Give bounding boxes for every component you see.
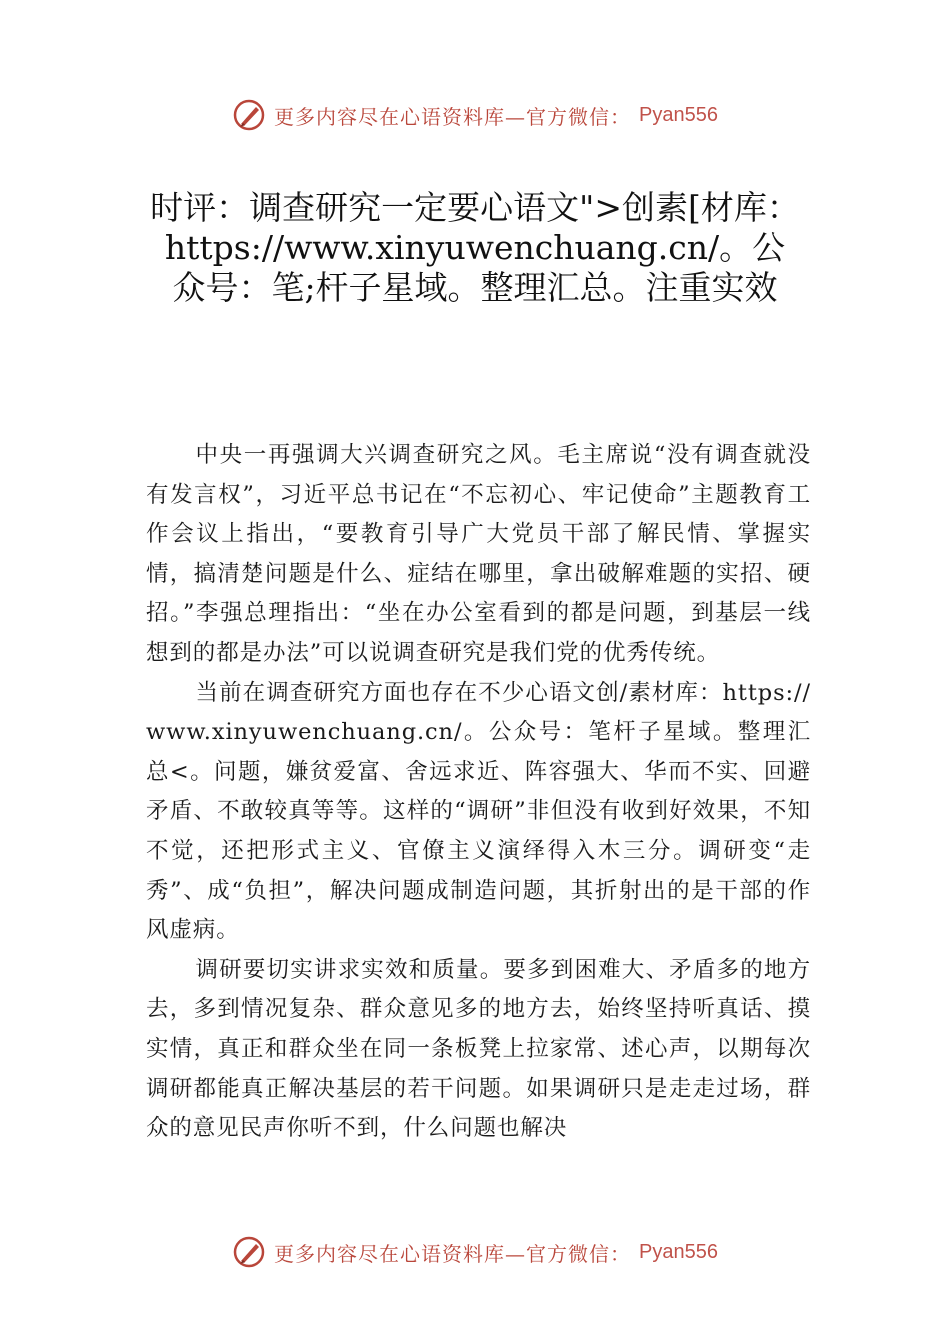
banner-text: 更多内容尽在心语资料库—官方微信：: [274, 1241, 632, 1266]
paragraph: 当前在调查研究方面也存在不少心语文创/素材库：https://www.xinyuwenchuang.cn/。公众号：笔杆子星域。整理汇总<。问题，嫌贫爱富、舍远求近、阵容强大、华而不实、回避矛盾、不敢较真等等。这样的“调研”非但没有收到好效果，不知不觉，还把形式主义、官僚主义演绎得入木三分。调研变“走秀”、成“负担”，解决问题成制造问题，其折射出的是干部的作风虚病。: [146, 679, 811, 944]
article-body: [146, 436, 811, 1149]
footer-banner: [0, 1232, 950, 1272]
paragraph: 中央一再强调大兴调查研究之风。毛主席说“没有调查就没有发言权”，习近平总书记在“不忘初心、牢记使命”主题教育工作会议上指出，“要教育引导广大党员干部了解民情、掌握实情，搞清楚问题是什么、症结在哪里，拿出破解难题的实招、硬招。”李强总理指出：“坐在办公室看到的都是问题，到基层一线想到的都是办法”可以说调查研究是我们党的优秀传统。: [146, 442, 811, 666]
paragraph: 调研要切实讲求实效和质量。要多到困难大、矛盾多的地方去，多到情况复杂、群众意见多的地方去，始终坚持听真话、摸实情，真正和群众坐在同一条板凳上拉家常、述心声，以期每次调研都能真正解决基层的若干问题。如果调研只是走走过场，群众的意见民声你听不到，什么问题也解决: [146, 956, 811, 1142]
page-title: 时评：调查研究一定要心语文">创素[材库：https://www.xinyuwenchuang.cn/。公众号：笔;杆子星域。整理汇总。注重实效: [150, 188, 800, 307]
banner-wechat-id: Pyan556: [639, 1240, 718, 1263]
pen-seal-icon: [232, 98, 266, 132]
pen-seal-icon: [232, 1235, 266, 1269]
header-banner: [0, 95, 950, 135]
banner-wechat-id: Pyan556: [639, 103, 718, 126]
banner-text: 更多内容尽在心语资料库—官方微信：: [274, 104, 632, 129]
